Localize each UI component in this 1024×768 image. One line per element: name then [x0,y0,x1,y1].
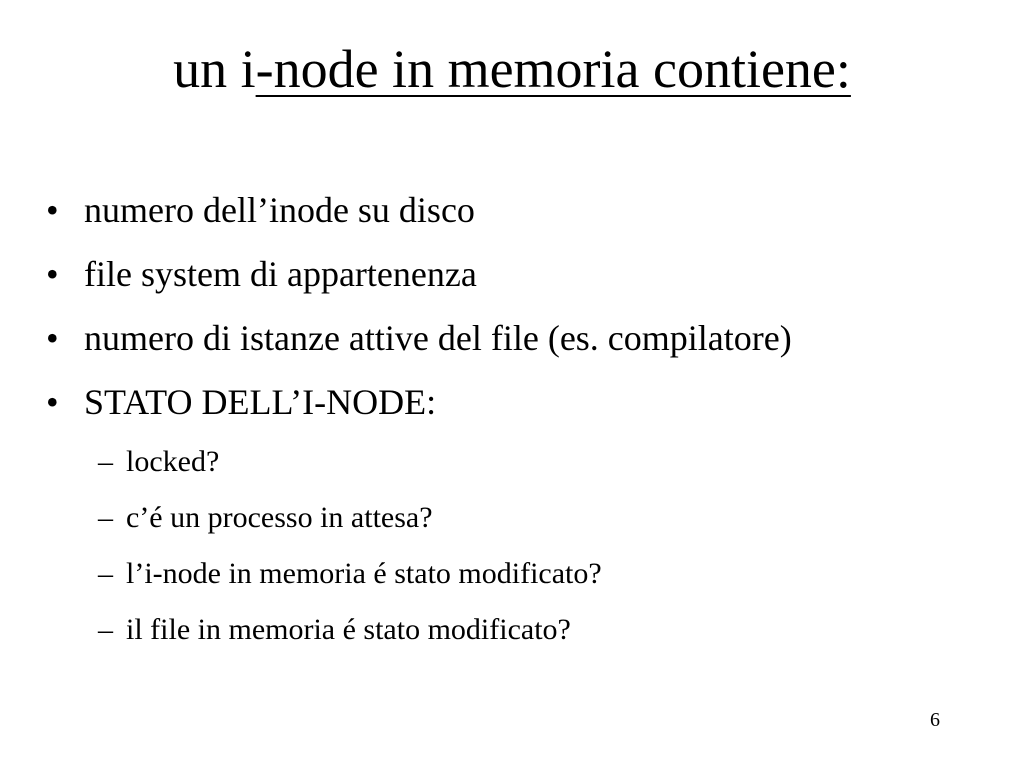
sub-bullet-text: c’é un processo in attesa? [126,501,433,534]
bullet-marker: • [46,254,59,294]
bullet-text: STATO DELL’I-NODE: [84,382,437,422]
slide-title [0,34,1024,104]
bullet-text: file system di appartenenza [84,254,477,294]
sub-bullet-group [46,434,1006,658]
sub-bullet-marker: – [98,501,113,534]
sub-bullet-text: l’i-node in memoria é stato modificato? [126,557,602,590]
sub-bullet-text: il file in memoria é stato modificato? [126,613,571,646]
sub-bullet-marker: – [98,445,113,478]
sub-bullet-item [98,490,1006,546]
sub-bullet-item [98,602,1006,658]
slide-title-prefix: un i [173,39,256,99]
bullet-marker: • [46,382,59,422]
bullet-text: numero di istanze attive del file (es. compilatore) [84,318,792,358]
sub-bullet-item [98,434,1006,490]
page-number: 6 [930,709,940,731]
sub-bullet-list [98,434,1006,658]
sub-bullet-marker: – [98,613,113,646]
bullet-text: numero dell’inode su disco [84,190,475,230]
slide-title-underlined: -node in memoria contiene: [255,39,851,99]
bullet-item [46,370,1006,434]
bullet-marker: • [46,190,59,230]
sub-bullet-marker: – [98,557,113,590]
sub-bullet-item [98,546,1006,602]
sub-bullet-text: locked? [126,445,220,478]
bullet-item [46,306,1006,370]
bullet-marker: • [46,318,59,358]
bullet-list [46,178,1006,658]
bullet-item [46,242,1006,306]
bullet-item [46,178,1006,242]
